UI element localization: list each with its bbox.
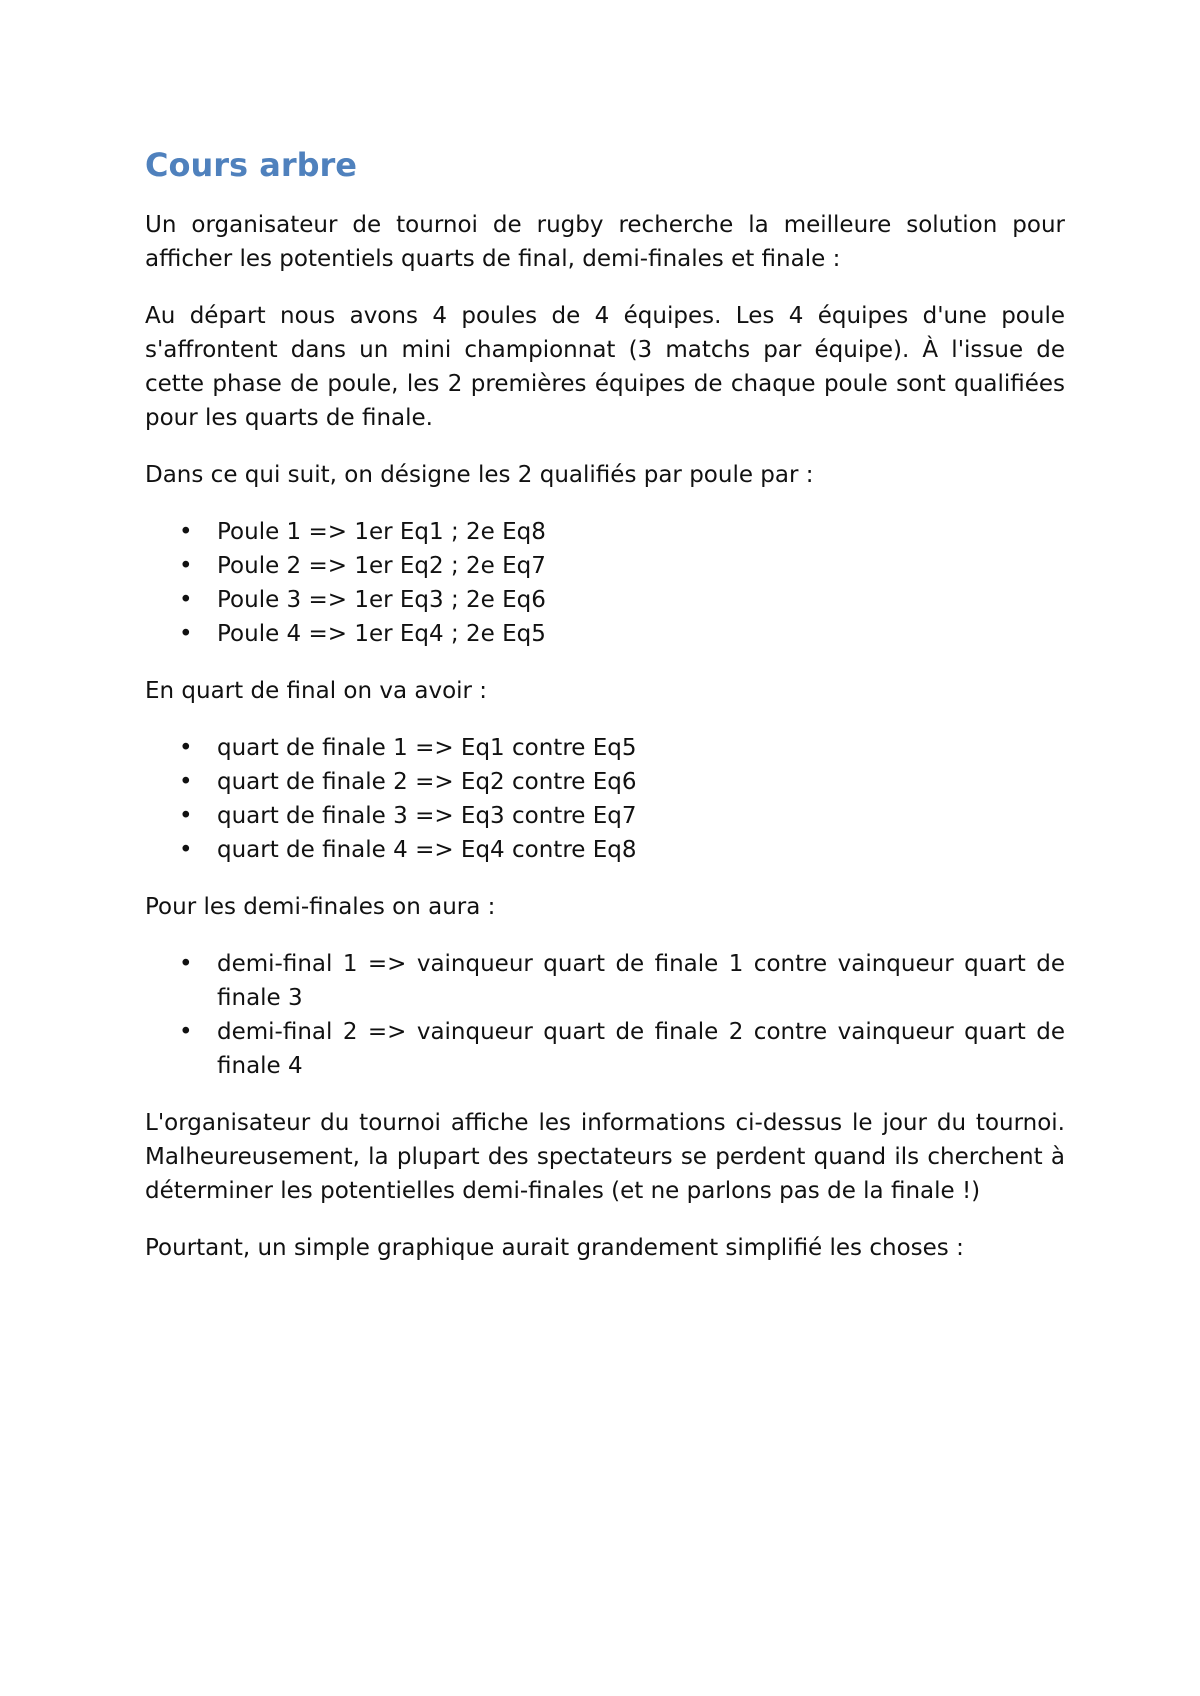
list-item-text: Poule 2 => 1er Eq2 ; 2e Eq7 — [217, 553, 546, 579]
document-page — [145, 140, 1065, 1288]
list-item — [145, 731, 1065, 765]
list-item-text: demi-final 2 => vainqueur quart de finale 2 contre vainqueur quart de finale 4 — [217, 1019, 1065, 1079]
list-item — [145, 765, 1065, 799]
semis-list — [145, 947, 1065, 1083]
list-item-text: quart de finale 4 => Eq4 contre Eq8 — [217, 837, 637, 863]
bullet-icon: • — [179, 621, 193, 647]
quarters-intro-paragraph: En quart de final on va avoir : — [145, 678, 488, 704]
problem-paragraph: L'organisateur du tournoi affiche les informations ci-dessus le jour du tournoi. Malheureusement, la plupart des spectateurs se perdent quand ils cherchent à déterminer les potentielles demi-finales (et ne parlons pas de la finale !) — [145, 1110, 1065, 1204]
list-item-text: Poule 3 => 1er Eq3 ; 2e Eq6 — [217, 587, 546, 613]
semis-intro-paragraph: Pour les demi-finales on aura : — [145, 894, 496, 920]
qualified-intro-paragraph: Dans ce qui suit, on désigne les 2 qualifiés par poule par : — [145, 462, 814, 488]
list-item — [145, 947, 1065, 1015]
bullet-icon: • — [179, 519, 193, 545]
bullet-icon: • — [179, 769, 193, 795]
list-item — [145, 799, 1065, 833]
list-item — [145, 1015, 1065, 1083]
conclusion-paragraph: Pourtant, un simple graphique aurait grandement simplifié les choses : — [145, 1235, 964, 1261]
bullet-icon: • — [179, 1019, 193, 1045]
list-item — [145, 549, 1065, 583]
bullet-icon: • — [179, 951, 193, 977]
bullet-icon: • — [179, 587, 193, 613]
list-item-text: Poule 4 => 1er Eq4 ; 2e Eq5 — [217, 621, 546, 647]
list-item — [145, 583, 1065, 617]
intro-paragraph: Un organisateur de tournoi de rugby recherche la meilleure solution pour afficher les potentiels quarts de final, demi-finales et finale : — [145, 212, 1065, 272]
list-item-text: Poule 1 => 1er Eq1 ; 2e Eq8 — [217, 519, 546, 545]
list-item — [145, 515, 1065, 549]
list-item-text: quart de finale 1 => Eq1 contre Eq5 — [217, 735, 637, 761]
page-title: Cours arbre — [145, 146, 357, 184]
context-paragraph: Au départ nous avons 4 poules de 4 équipes. Les 4 équipes d'une poule s'affrontent dans un mini championnat (3 matchs par équipe). À l'issue de cette phase de poule, les 2 premières équipes de chaque poule sont qualifiées pour les quarts de finale. — [145, 303, 1065, 431]
list-item — [145, 617, 1065, 651]
poules-list — [145, 515, 1065, 651]
list-item-text: demi-final 1 => vainqueur quart de finale 1 contre vainqueur quart de finale 3 — [217, 951, 1065, 1011]
list-item-text: quart de finale 2 => Eq2 contre Eq6 — [217, 769, 637, 795]
quarters-list — [145, 731, 1065, 867]
list-item — [145, 833, 1065, 867]
list-item-text: quart de finale 3 => Eq3 contre Eq7 — [217, 803, 637, 829]
bullet-icon: • — [179, 803, 193, 829]
bullet-icon: • — [179, 553, 193, 579]
bullet-icon: • — [179, 735, 193, 761]
bullet-icon: • — [179, 837, 193, 863]
